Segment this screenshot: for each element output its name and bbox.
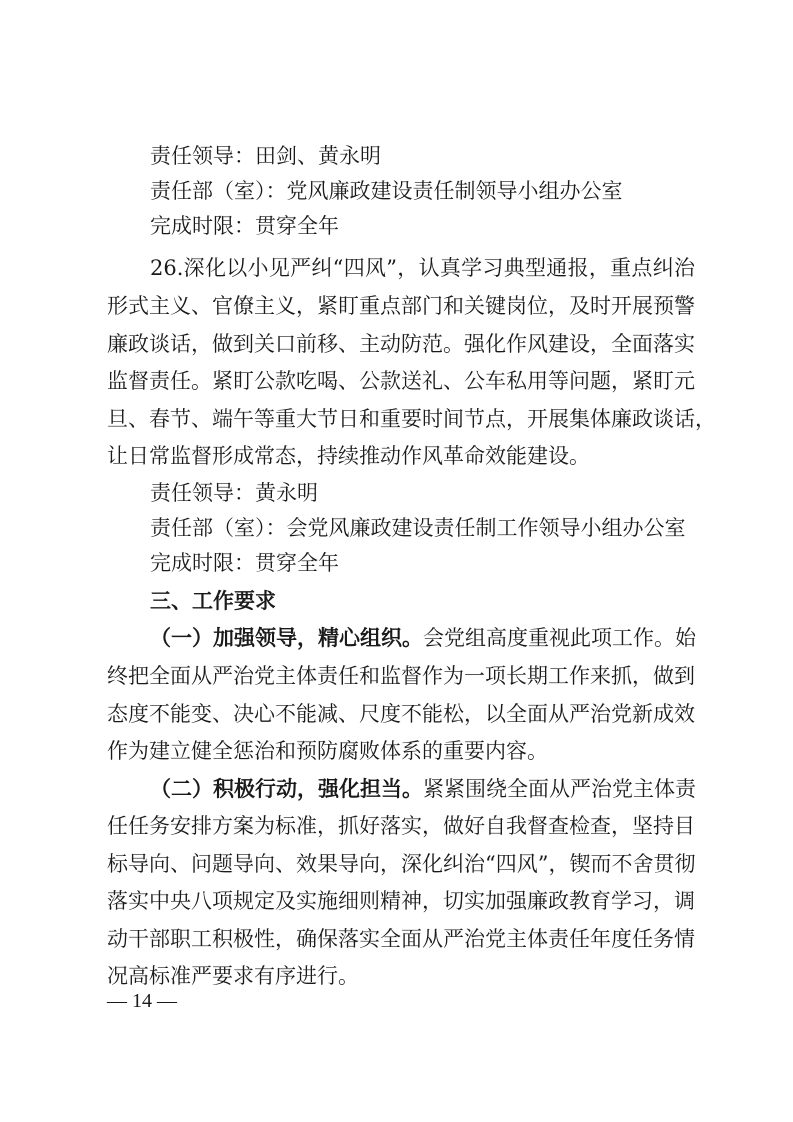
item26-line-6: 让日常监督形成常态，持续推动作风革命效能建设。 bbox=[107, 444, 590, 468]
para1-first-rest: 会党组高度重视此项工作。始 bbox=[423, 626, 696, 650]
para2-line-4: 落实中央八项规定及实施细则精神，切实加强廉政教育学习，调 bbox=[107, 889, 695, 913]
para2-line-3: 标导向、问题导向、效果导向，深化纠治“四风”，锲而不舍贯彻 bbox=[107, 852, 696, 876]
para1-line-2: 终把全面从严治党主体责任和监督作为一项长期工作来抓，做到 bbox=[107, 664, 695, 688]
item26-leader: 责任领导：黄永明 bbox=[150, 481, 318, 505]
para2-line-2: 任任务安排方案为标准，抓好落实，做好自我督查检查，坚持目 bbox=[107, 814, 695, 838]
item25-deadline: 完成时限：贯穿全年 bbox=[150, 214, 339, 238]
item26-line-2: 形式主义、官僚主义，紧盯重点部门和关键岗位，及时开展预警 bbox=[107, 294, 695, 318]
item25-department: 责任部（室）：党风廉政建设责任制领导小组办公室 bbox=[150, 179, 623, 203]
para2-line-6: 况高标准严要求有序进行。 bbox=[107, 964, 359, 988]
item26-department: 责任部（室）：会党风廉政建设责任制工作领导小组办公室 bbox=[150, 516, 686, 540]
item26-line-4: 监督责任。紧盯公款吃喝、公款送礼、公车私用等问题，紧盯元 bbox=[107, 369, 695, 393]
para1-line-1 bbox=[150, 623, 695, 653]
item26-line-3: 廉政谈话，做到关口前移、主动防范。强化作风建设，全面落实 bbox=[107, 332, 695, 356]
page-number: — 14 — bbox=[107, 990, 177, 1012]
para1-line-4: 作为建立健全惩治和预防腐败体系的重要内容。 bbox=[107, 739, 548, 763]
para1-line-3: 态度不能变、决心不能减、尺度不能松，以全面从严治党新成效 bbox=[107, 702, 695, 726]
item25-leader: 责任领导：田剑、黄永明 bbox=[150, 144, 381, 168]
para1-bold-lead: （一）加强领导，精心组织。 bbox=[150, 625, 423, 650]
para2-line-1 bbox=[150, 774, 695, 804]
item26-line-5: 旦、春节、端午等重大节日和重要时间节点，开展集体廉政谈话， bbox=[107, 407, 716, 431]
para2-first-rest: 紧紧围绕全面从严治党主体责 bbox=[423, 777, 696, 801]
item26-line-1: 26.深化以小见严纠“四风”，认真学习典型通报，重点纠治 bbox=[150, 256, 695, 280]
section-heading: 三、工作要求 bbox=[150, 589, 276, 613]
para2-bold-lead: （二）积极行动，强化担当。 bbox=[150, 776, 423, 801]
para2-line-5: 动干部职工积极性，确保落实全面从严治党主体责任年度任务情 bbox=[107, 927, 695, 951]
item26-deadline: 完成时限：贯穿全年 bbox=[150, 551, 339, 575]
